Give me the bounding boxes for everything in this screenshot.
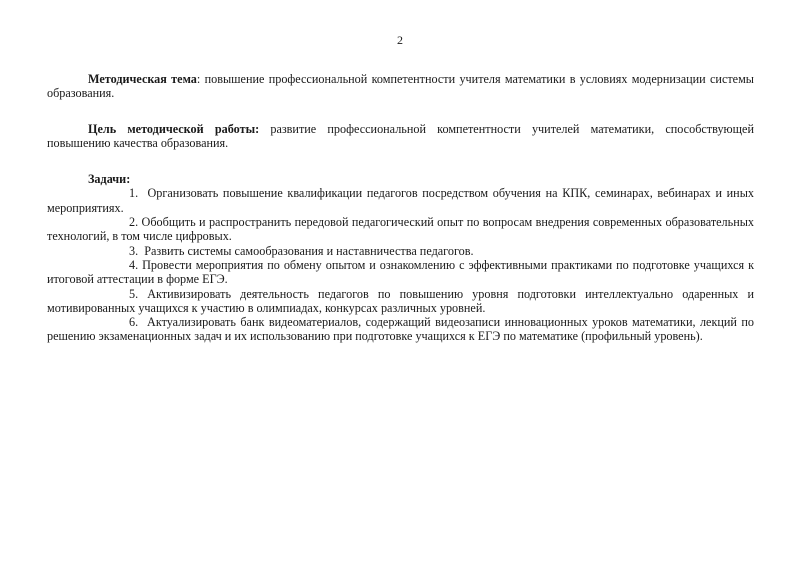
tasks-heading-label: Задачи: (88, 172, 131, 187)
task-number: 4. (129, 257, 139, 272)
task-number: 6. (129, 315, 139, 330)
task-item (47, 244, 754, 258)
tasks-heading (47, 172, 754, 186)
task-number: 2. (129, 215, 139, 230)
methodical-theme-paragraph (47, 72, 754, 101)
task-number: 5. (129, 286, 139, 301)
spacer (47, 150, 754, 172)
goal-paragraph (47, 122, 754, 151)
task-item (47, 287, 754, 316)
task-item (47, 215, 754, 244)
task-text: Провести мероприятия по обмену опытом и ознакомлению с эффективными практиками по подготовке учащихся к итоговой аттестации в форме ЕГЭ. (47, 257, 754, 287)
task-text: Развить системы самообразования и наставничества педагогов. (144, 243, 474, 258)
task-number: 1. (129, 186, 139, 201)
spacer (47, 101, 754, 122)
task-text: Организовать повышение квалификации педагогов посредством обучения на КПК, семинарах, вебинарах и иных мероприятиях. (47, 186, 754, 215)
task-text: Активизировать деятельность педагогов по повышению уровня подготовки интеллектуально одаренных и мотивированных учащихся к участию в олимпиадах, конкурсах различных уровней. (47, 286, 754, 315)
goal-text: развитие профессиональной компетентности учителей математики, способствующей повышению качества образования. (47, 121, 754, 150)
methodical-theme-label: Методическая тема (88, 72, 197, 86)
task-item (47, 258, 754, 287)
task-item (47, 315, 754, 344)
task-text: Обобщить и распространить передовой педагогический опыт по вопросам внедрения современных образовательных технологий, в том числе цифровых. (47, 215, 754, 244)
methodical-theme-text: повышение профессиональной компетентности учителя математики в условиях модернизации системы образования. (47, 72, 754, 101)
tasks-list (47, 186, 754, 343)
task-number: 3. (129, 243, 139, 258)
task-item (47, 186, 754, 215)
document-body (47, 72, 754, 344)
task-text: Актуализировать банк видеоматериалов, содержащий видеозаписи инновационных уроков математики, лекций по решению экзаменационных задач и их использованию при подготовке учащихся к ЕГЭ по математике (профильный уровень). (47, 315, 754, 344)
methodical-theme-colon: : (196, 72, 201, 86)
page-number: 2 (397, 33, 403, 47)
goal-label: Цель методической работы: (88, 121, 260, 136)
